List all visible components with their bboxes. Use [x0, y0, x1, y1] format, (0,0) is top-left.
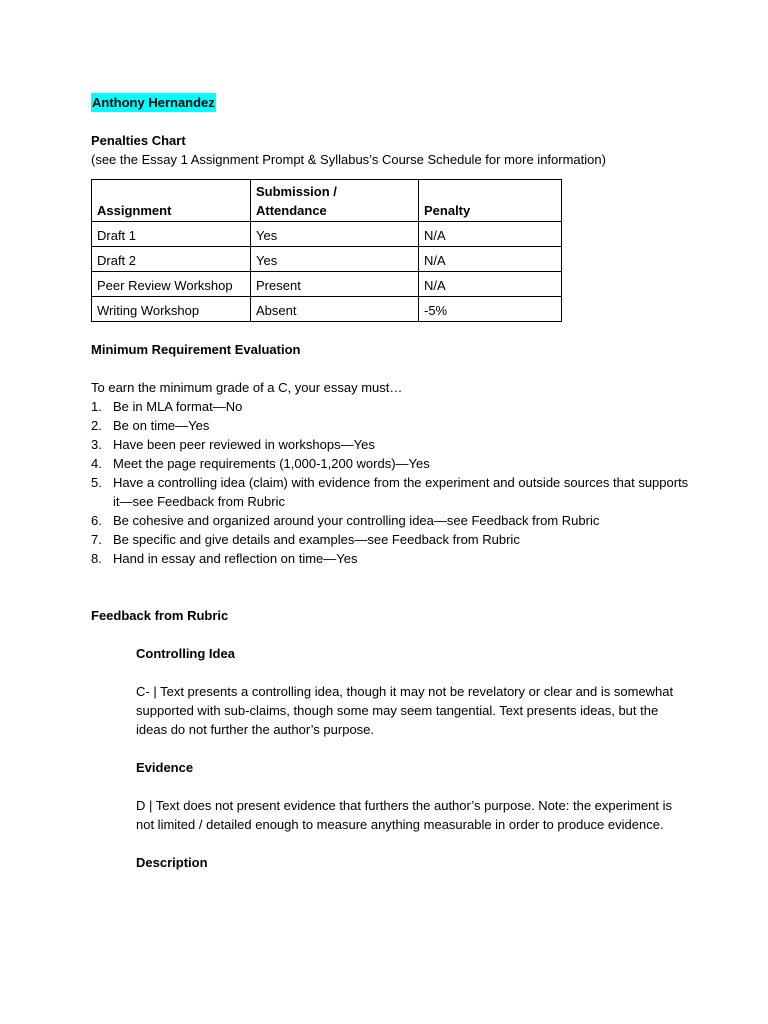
document-page	[91, 93, 691, 872]
cell-penalty: N/A	[419, 247, 562, 272]
section-title: Evidence	[136, 760, 194, 775]
list-item	[91, 454, 691, 473]
cell-penalty: -5%	[419, 297, 562, 322]
penalties-heading: Penalties Chart	[91, 133, 186, 148]
section-text: C- | Text presents a controlling idea, though it may not be revelatory or clear and is somewhat supported with sub-claims, though some may seem tangential. Text presents ideas, but the ideas do not further the author’s purpose.	[136, 684, 674, 737]
student-name-line	[91, 93, 691, 112]
list-item	[91, 416, 691, 435]
feedback-heading: Feedback from Rubric	[91, 608, 229, 623]
cell-assignment: Writing Workshop	[92, 297, 251, 322]
list-number: 8.	[91, 551, 102, 566]
header-submission-line1: Submission /	[256, 184, 337, 199]
list-number: 1.	[91, 399, 102, 414]
cell-submission: Present	[251, 272, 419, 297]
list-text: Hand in essay and reflection on time—Yes	[113, 551, 358, 566]
header-submission	[251, 180, 419, 222]
feedback-section-description	[136, 853, 681, 872]
cell-penalty: N/A	[419, 222, 562, 247]
cell-submission: Yes	[251, 247, 419, 272]
list-item	[91, 435, 691, 454]
table-row	[92, 272, 562, 297]
min-req-intro: To earn the minimum grade of a C, your essay must…	[91, 380, 403, 395]
cell-assignment: Draft 1	[92, 222, 251, 247]
list-item	[91, 511, 691, 530]
cell-assignment: Draft 2	[92, 247, 251, 272]
cell-submission: Yes	[251, 222, 419, 247]
list-item	[91, 397, 691, 416]
feedback-section-controlling-idea	[136, 644, 681, 758]
header-penalty: Penalty	[419, 180, 562, 222]
list-number: 3.	[91, 437, 102, 452]
list-number: 4.	[91, 456, 102, 471]
list-text: Meet the page requirements (1,000-1,200 words)—Yes	[113, 456, 430, 471]
list-number: 7.	[91, 532, 102, 547]
table-row	[92, 222, 562, 247]
list-text: Have been peer reviewed in workshops—Yes	[113, 437, 375, 452]
section-title: Controlling Idea	[136, 646, 235, 661]
list-text: Be in MLA format—No	[113, 399, 243, 414]
section-title: Description	[136, 855, 208, 870]
list-text: Be cohesive and organized around your controlling idea—see Feedback from Rubric	[113, 513, 600, 528]
cell-submission: Absent	[251, 297, 419, 322]
list-text: Have a controlling idea (claim) with evidence from the experiment and outside sources that supports it—see Feedback from Rubric	[113, 475, 689, 509]
requirements-list	[91, 397, 691, 568]
list-number: 5.	[91, 475, 102, 490]
table-header-row	[92, 180, 562, 222]
cell-assignment: Peer Review Workshop	[92, 272, 251, 297]
header-submission-line2: Attendance	[256, 203, 327, 218]
list-text: Be on time—Yes	[113, 418, 210, 433]
penalties-table	[91, 179, 562, 322]
list-text: Be specific and give details and examples—see Feedback from Rubric	[113, 532, 520, 547]
cell-penalty: N/A	[419, 272, 562, 297]
feedback-section-evidence	[136, 758, 681, 853]
list-item	[91, 530, 691, 549]
penalties-note: (see the Essay 1 Assignment Prompt & Syllabus’s Course Schedule for more information)	[91, 152, 606, 167]
student-name: Anthony Hernandez	[92, 95, 215, 110]
table-row	[92, 247, 562, 272]
list-number: 2.	[91, 418, 102, 433]
min-req-heading: Minimum Requirement Evaluation	[91, 342, 301, 357]
list-item	[91, 549, 691, 568]
section-text: D | Text does not present evidence that furthers the author’s purpose. Note: the experiment is not limited / detailed enough to measure anything measurable in order to produce evidence.	[136, 798, 672, 832]
header-assignment: Assignment	[92, 180, 251, 222]
table-row	[92, 297, 562, 322]
list-number: 6.	[91, 513, 102, 528]
list-item	[91, 473, 691, 511]
